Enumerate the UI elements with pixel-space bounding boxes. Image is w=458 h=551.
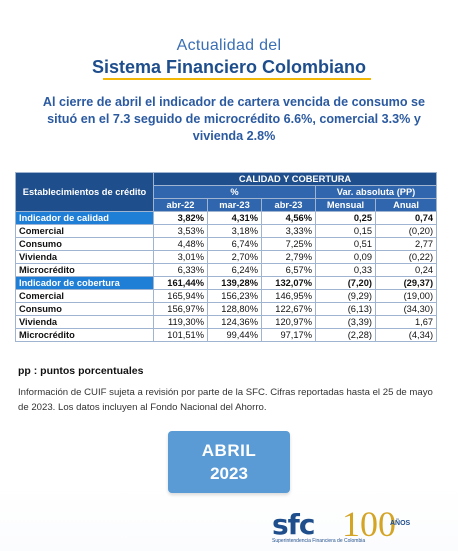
table-cell: 3,53% — [154, 225, 208, 238]
table-cell: 128,80% — [208, 303, 262, 316]
row-label: Indicador de calidad — [16, 212, 154, 225]
table-cell: 124,36% — [208, 316, 262, 329]
table-cell: 2,70% — [208, 251, 262, 264]
table-cell: 156,97% — [154, 303, 208, 316]
logo-brand: sfc — [272, 508, 315, 541]
period-header: abr-23 — [262, 199, 316, 212]
logo-years: AÑOS — [390, 520, 411, 527]
table-cell: 2,77 — [376, 238, 437, 251]
table-cell: (29,37) — [376, 277, 437, 290]
table-cell: 0,24 — [376, 264, 437, 277]
table-cell: 99,44% — [208, 329, 262, 342]
row-label: Microcrédito — [16, 329, 154, 342]
period-header: mar-23 — [208, 199, 262, 212]
table-row — [16, 264, 437, 277]
sfc-100-logo — [272, 503, 442, 547]
table-cell: 0,09 — [316, 251, 376, 264]
table-cell: (7,20) — [316, 277, 376, 290]
table-cell: 3,18% — [208, 225, 262, 238]
table-cell: 0,51 — [316, 238, 376, 251]
table-cell: 161,44% — [154, 277, 208, 290]
table-cell: 3,82% — [154, 212, 208, 225]
table-row — [16, 238, 437, 251]
header-title-line2: Sistema Financiero Colombiano — [91, 57, 367, 77]
col-header-percent: % — [154, 186, 316, 199]
table-cell: 0,15 — [316, 225, 376, 238]
table-cell: 1,67 — [376, 316, 437, 329]
table-cell: 0,74 — [376, 212, 437, 225]
row-label: Vivienda — [16, 251, 154, 264]
table-row — [16, 329, 437, 342]
table-cell: (19,00) — [376, 290, 437, 303]
table-cell: (2,28) — [316, 329, 376, 342]
table-cell: 4,48% — [154, 238, 208, 251]
table-cell: 7,25% — [262, 238, 316, 251]
table-cell: 4,31% — [208, 212, 262, 225]
table-cell: 6,74% — [208, 238, 262, 251]
header-underline — [103, 78, 371, 80]
table-cell: 0,33 — [316, 264, 376, 277]
table-cell: 6,24% — [208, 264, 262, 277]
period-badge — [168, 431, 290, 493]
var-header-anual: Anual — [376, 199, 437, 212]
source-note: Información de CUIF sujeta a revisión por parte de la SFC. Cifras reportadas hasta el 25 de mayo de 2023. Los datos incluyen al Fondo Nacional del Ahorro. — [18, 387, 433, 413]
period-year: 2023 — [210, 464, 248, 483]
period-header: abr-22 — [154, 199, 208, 212]
table-cell: 4,56% — [262, 212, 316, 225]
var-header-mensual: Mensual — [316, 199, 376, 212]
table-title: CALIDAD Y COBERTURA — [154, 173, 437, 186]
table-row — [16, 251, 437, 264]
table-cell: 165,94% — [154, 290, 208, 303]
indicator-row — [16, 277, 437, 290]
table-cell: (6,13) — [316, 303, 376, 316]
table-cell: 6,33% — [154, 264, 208, 277]
row-label: Consumo — [16, 238, 154, 251]
footnote-pp: pp : puntos porcentuales — [18, 365, 144, 377]
table-cell: 97,17% — [262, 329, 316, 342]
table-cell: 3,33% — [262, 225, 316, 238]
table-cell: (0,20) — [376, 225, 437, 238]
table-cell: 120,97% — [262, 316, 316, 329]
indicator-row — [16, 212, 437, 225]
logo-subtitle: Superintendencia Financiera de Colombia — [272, 538, 366, 544]
table-cell: 6,57% — [262, 264, 316, 277]
col-header-establecimientos: Establecimientos de crédito — [16, 173, 154, 212]
table-cell: (0,22) — [376, 251, 437, 264]
col-header-var: Var. absoluta (PP) — [316, 186, 437, 199]
table-cell: 119,30% — [154, 316, 208, 329]
row-label: Vivienda — [16, 316, 154, 329]
row-label: Consumo — [16, 303, 154, 316]
table-cell: (4,34) — [376, 329, 437, 342]
table-cell: (9,29) — [316, 290, 376, 303]
headline: Al cierre de abril el indicador de cartera vencida de consumo se situó en el 7.3 seguido de microcrédito 6.6%, comercial 3.3% y vivienda 2.8% — [42, 95, 426, 143]
table-cell: 122,67% — [262, 303, 316, 316]
table-cell: (34,30) — [376, 303, 437, 316]
row-label: Microcrédito — [16, 264, 154, 277]
table-cell: 156,23% — [208, 290, 262, 303]
table-cell: 146,95% — [262, 290, 316, 303]
table-cell: 0,25 — [316, 212, 376, 225]
table-row — [16, 316, 437, 329]
table-cell: 2,79% — [262, 251, 316, 264]
table-cell: (3,39) — [316, 316, 376, 329]
table-cell: 132,07% — [262, 277, 316, 290]
row-label: Comercial — [16, 290, 154, 303]
table-cell: 101,51% — [154, 329, 208, 342]
quality-coverage-table — [15, 172, 437, 342]
header-title-line1: Actualidad del — [176, 37, 282, 54]
table-row — [16, 303, 437, 316]
row-label: Comercial — [16, 225, 154, 238]
table-row — [16, 225, 437, 238]
logo-number: 100 — [342, 504, 396, 544]
table-cell: 139,28% — [208, 277, 262, 290]
table-cell: 3,01% — [154, 251, 208, 264]
row-label: Indicador de cobertura — [16, 277, 154, 290]
period-month: ABRIL — [201, 441, 257, 460]
table-row — [16, 290, 437, 303]
